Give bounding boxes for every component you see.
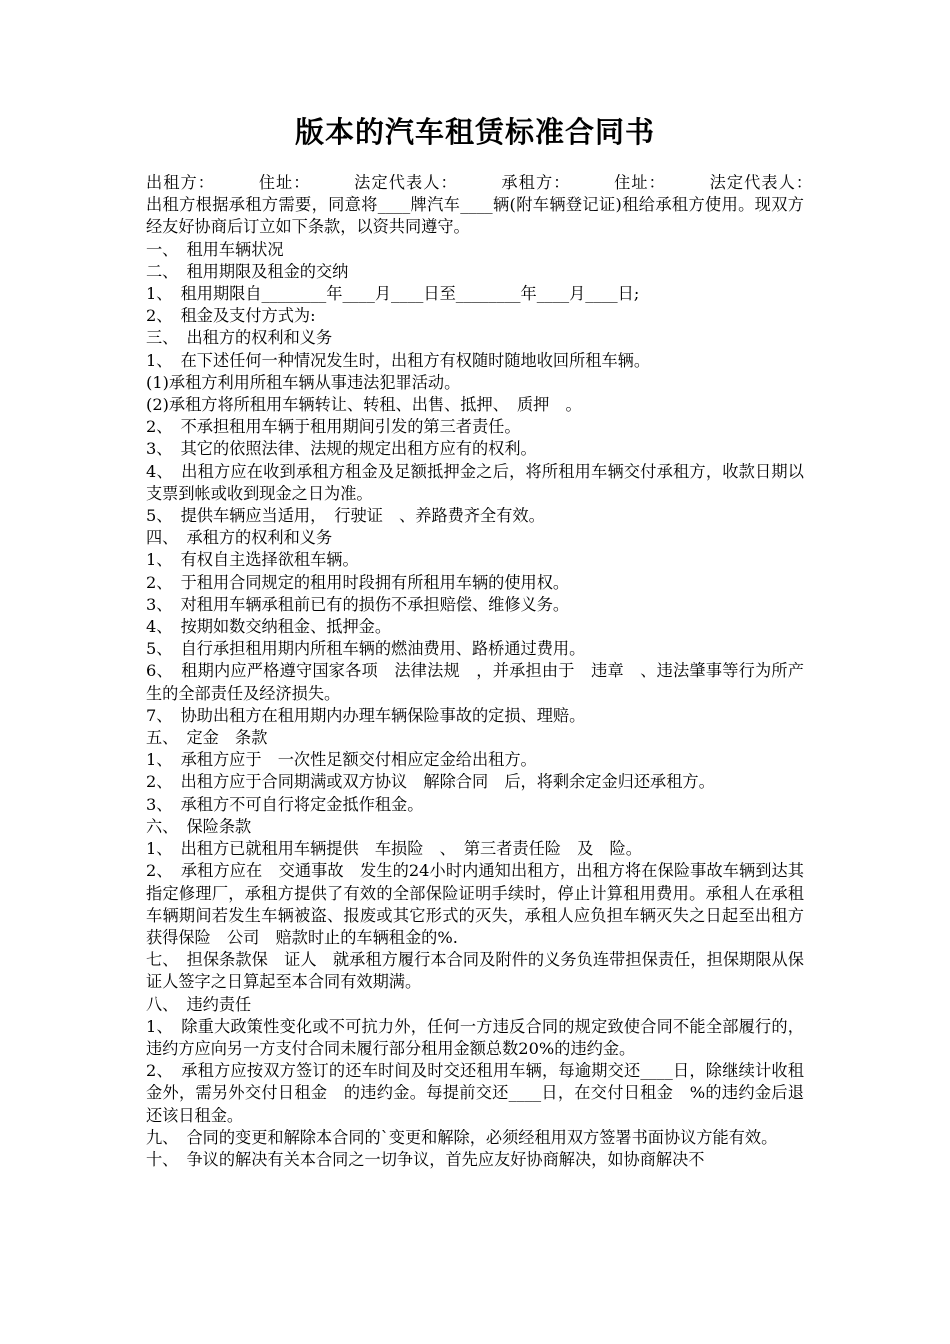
document-body (146, 172, 837, 1171)
clause-item: 4、 出租方应在收到承租方租金及足额抵押金之后，将所租用车辆交付承租方，收款日期以支票到帐或收到现金之日为准。 (146, 461, 804, 503)
clause-item: 1、 承租方应于 一次性足额交付相应定金给出租方。 (146, 750, 537, 770)
clause-item: 2、 承租方应在 交通事故 发生的24小时内通知出租方，出租方将在保险事故车辆到达其指定修理厂，承租方提供了有效的全部保险证明手续时，停止计算租用费用。承租人在承租车辆期间若发生车辆被盗、报废或其它形式的灭失，承租人应负担车辆灭失之日起至出租方获得保险 公司 赔款时止的车辆租金的%. (146, 861, 804, 947)
page-title: 版本的汽车租赁标准合同书 (294, 115, 655, 149)
section-heading: 六、 保险条款 (146, 816, 252, 836)
section-heading: 十、 争议的解决有关本合同之一切争议，首先应友好协商解决，如协商解决不 (146, 1149, 705, 1169)
clause-item: 6、 租期内应严格遵守国家各项 法律法规 ，并承担由于 违章 、违法肇事等行为所产生的全部责任及经济损失。 (146, 661, 804, 703)
clause-item: 1、 除重大政策性变化或不可抗力外，任何一方违反合同的规定致使合同不能全部履行的，违约方应向另一方支付合同未履行部分租用金额总数20%的违约金。 (146, 1016, 804, 1058)
clause-item: (2)承租方将所租用车辆转让、转租、出售、抵押、 质押 。 (146, 395, 582, 415)
clause-item: (1)承租方利用所租车辆从事违法犯罪活动。 (146, 372, 461, 392)
clause-item: 4、 按期如数交纳租金、抵押金。 (146, 617, 392, 637)
clause-item: 2、 不承担租用车辆于租用期间引发的第三者责任。 (146, 417, 521, 437)
clause-item: 2、 承租方应按双方签订的还车时间及时交还租用车辆，每逾期交还____日，除继续计收租金外，需另外交付日租金 的违约金。每提前交还____日，在交付日租金 %的违约金后退还该日租金。 (146, 1061, 804, 1125)
clause-item: 3、 承租方不可自行将定金抵作租金。 (146, 794, 424, 814)
clause-item: 2、 租金及支付方式为: (146, 306, 316, 326)
paragraph-preamble: 出租方： 住址： 法定代表人： 承租方： 住址： 法定代表人： 出租方根据承租方需要，同意将____牌汽车____辆(附车辆登记证)租给承租方使用。现双方经友好协商后订立如下条款，以资共同遵守。 (146, 173, 837, 237)
clause-item: 5、 自行承担租用期内所租车辆的燃油费用、路桥通过费用。 (146, 639, 586, 659)
section-heading: 九、 合同的变更和解除本合同的`变更和解除，必须经租用双方签署书面协议方能有效。 (146, 1127, 778, 1147)
clause-item: 1、 出租方已就租用车辆提供 车损险 、 第三者责任险 及 险。 (146, 839, 642, 859)
clause-item: 5、 提供车辆应当适用， 行驶证 、养路费齐全有效。 (146, 506, 545, 526)
section-heading: 五、 定金 条款 (146, 728, 268, 748)
clause-item: 1、 租用期限自________年____月____日至________年____月____日; (146, 284, 640, 304)
clause-item: 3、 其它的依照法律、法规的规定出租方应有的权利。 (146, 439, 537, 459)
clause-item: 2、 于租用合同规定的租用时段拥有所租用车辆的使用权。 (146, 572, 570, 592)
section-heading: 八、 违约责任 (146, 994, 252, 1014)
clause-item: 1、 有权自主选择欲租车辆。 (146, 550, 359, 570)
section-heading: 一、 租用车辆状况 (146, 239, 284, 259)
clause-item: 7、 协助出租方在租用期内办理车辆保险事故的定损、理赔。 (146, 705, 586, 725)
section-heading: 三、 出租方的权利和义务 (146, 328, 333, 348)
clause-item: 2、 出租方应于合同期满或双方协议 解除合同 后，将剩余定金归还承租方。 (146, 772, 715, 792)
clause-item: 1、 在下述任何一种情况发生时，出租方有权随时随地收回所租车辆。 (146, 350, 651, 370)
section-heading: 七、 担保条款保 证人 就承租方履行本合同及附件的义务负连带担保责任，担保期限从保证人签字之日算起至本合同有效期满。 (146, 950, 804, 992)
section-heading: 二、 租用期限及租金的交纳 (146, 261, 349, 281)
section-heading: 四、 承租方的权利和义务 (146, 528, 333, 548)
clause-item: 3、 对租用车辆承租前已有的损伤不承担赔偿、维修义务。 (146, 594, 570, 614)
